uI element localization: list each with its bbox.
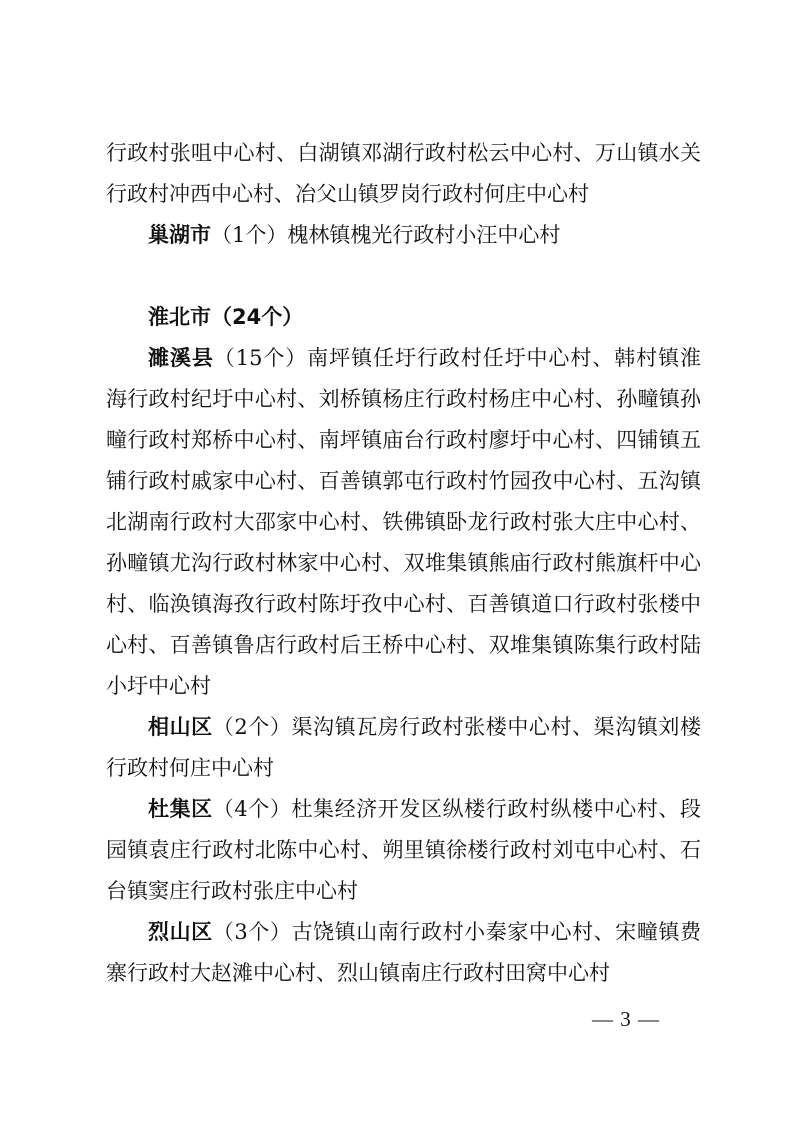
chaohu-paragraph: [106, 215, 701, 256]
huaibei-heading: 淮北市（24个）: [148, 305, 304, 329]
suixi-label: 濉溪县: [148, 346, 214, 370]
text-line: 孙疃镇尤沟行政村林家中心村、双堆集镇熊庙行政村熊旗杆中心: [106, 551, 701, 575]
text-line: 小圩中心村: [106, 674, 211, 698]
text-line: 铺行政村戚家中心村、百善镇郭屯行政村竹园孜中心村、五沟镇: [106, 469, 701, 493]
xiangshan-label: 相山区: [148, 715, 213, 739]
text-line: 行政村冲西中心村、冶父山镇罗岗行政村何庄中心村: [106, 182, 589, 206]
xiangshan-paragraph-first-line: [106, 707, 701, 748]
suixi-paragraph-first-line: [106, 338, 701, 379]
lieshan-paragraph-first-line: [106, 912, 701, 953]
duji-paragraph-first-line: [106, 789, 701, 830]
lieshan-text: （3个）古饶镇山南行政村小秦家中心村、宋疃镇费: [212, 920, 701, 944]
xiangshan-text: （2个）渠沟镇瓦房行政村张楼中心村、渠沟镇刘楼: [212, 715, 701, 739]
text-line: 疃行政村郑桥中心村、南坪镇庙台行政村廖圩中心村、四铺镇五: [106, 428, 701, 452]
lieshan-label: 烈山区: [148, 920, 213, 944]
paragraph-gap: [106, 256, 701, 297]
suixi-text: （15个）南坪镇任圩行政村任圩中心村、韩村镇淮: [213, 346, 701, 370]
duji-label: 杜集区: [148, 797, 213, 821]
document-body: [106, 133, 701, 994]
chaohu-label: 巢湖市: [148, 223, 211, 247]
text-line: 村、临涣镇海孜行政村陈圩孜中心村、百善镇道口行政村张楼中: [106, 592, 701, 616]
chaohu-text: （1个）槐林镇槐光行政村小汪中心村: [211, 223, 561, 247]
text-line: 心村、百善镇鲁店行政村后王桥中心村、双堆集镇陈集行政村陆: [106, 633, 701, 657]
text-line: 行政村何庄中心村: [106, 756, 274, 780]
text-line: 北湖南行政村大邵家中心村、铁佛镇卧龙行政村张大庄中心村、: [106, 510, 701, 534]
page-number: — 3 —: [592, 1007, 660, 1031]
text-line: 台镇窦庄行政村张庄中心村: [106, 879, 358, 903]
text-line: 园镇袁庄行政村北陈中心村、朔里镇徐楼行政村刘屯中心村、石: [106, 838, 701, 862]
text-line: 海行政村纪圩中心村、刘桥镇杨庄行政村杨庄中心村、孙疃镇孙: [106, 387, 701, 411]
duji-text: （4个）杜集经济开发区纵楼行政村纵楼中心村、段: [212, 797, 701, 821]
text-line: 寨行政村大赵滩中心村、烈山镇南庄行政村田窝中心村: [106, 961, 610, 985]
text-line: 行政村张咀中心村、白湖镇邓湖行政村松云中心村、万山镇水关: [106, 141, 701, 165]
